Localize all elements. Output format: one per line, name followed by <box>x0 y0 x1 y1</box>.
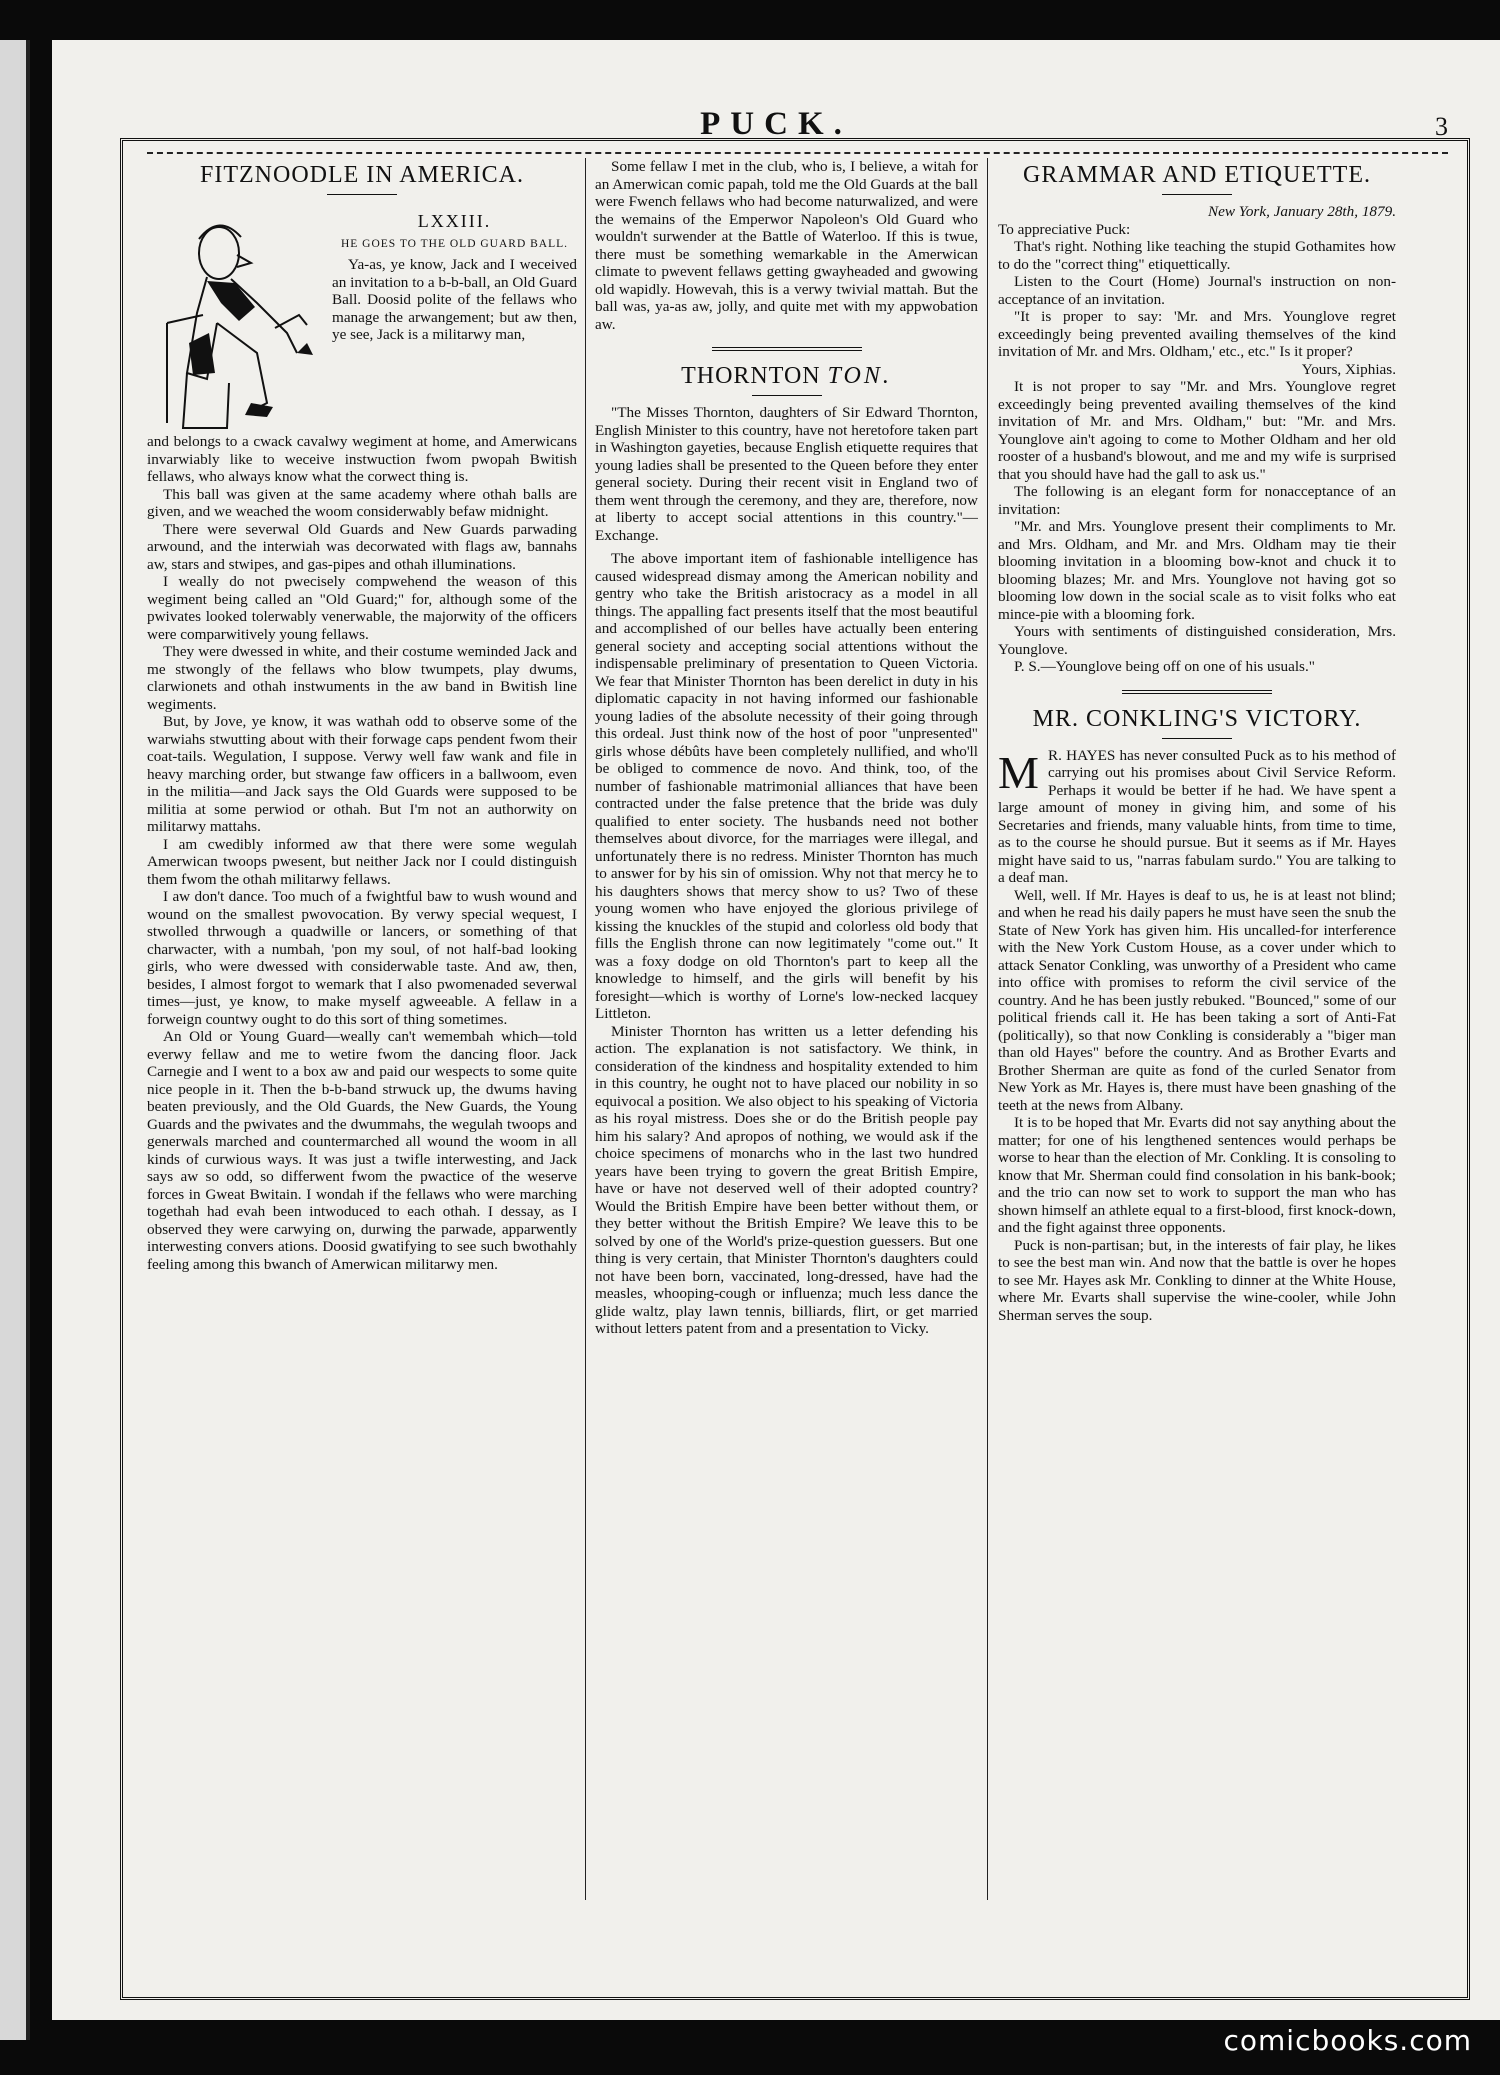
body-paragraph: I am cwedibly informed aw that there were some wegulah Amerwican twoops pwesent, but neither Jack nor I could distinguish them fwom the othah militarwy fellaws. <box>147 835 577 888</box>
chapter-number: LXXIII. <box>417 211 492 231</box>
title-rule <box>327 194 397 195</box>
title-rule <box>1162 738 1232 739</box>
masthead-title: PUCK. <box>700 106 852 142</box>
column-grammar-conkling <box>998 158 1396 1900</box>
body-paragraph: Ya-as, ye know, Jack and I weceived an invitation to a b-b-ball, an Old Guard Ball. Doosid polite of the fellaws who manage the arwangement; but aw then, ye see, Jack is a militarwy man, <box>332 256 577 343</box>
column-rule <box>585 158 586 1900</box>
letter-paragraph: Listen to the Court (Home) Journal's instruction on non-acceptance of an invitation. <box>998 273 1396 308</box>
body-paragraph: "Mr. and Mrs. Younglove present their compliments to Mr. and Mrs. Oldham, and Mr. and Mrs. Oldham may tie their blooming invitation in a blooming bow-knot and chuck it to blooming blazes; Mr. and Mrs. Younglove not having got so blooming low down in the social scale as to visit folks who eat mince-pie with a blooming fork. <box>998 518 1396 623</box>
body-paragraph: There were severwal Old Guards and New Guards parwading arwound, and the interwiah was decorwated with flags aw, bannahs aw, stars and stwipes, and gas-pipes and othah illuminations. <box>147 520 577 573</box>
chapter-subhead: HE GOES TO THE OLD GUARD BALL. <box>340 238 569 250</box>
body-paragraph: Puck is non-partisan; but, in the interests of fair play, he likes to see the best man win. And now that the battle is over he hopes to see Mr. Hayes ask Mr. Conkling to dinner at the White House, where Mr. Evarts shall supervise the wine-cooler, while John Sherman serves the soup. <box>998 1236 1396 1324</box>
fitznoodle-illustration <box>147 203 322 433</box>
salutation: To appreciative Puck: <box>998 220 1131 238</box>
body-paragraph: I weally do not pwecisely compwehend the weason of this wegiment being called an "Old Guard;" for, although some of the pwivates looked tolerwably venerwable, the majorwity of the officers were comparwitively young fellaws. <box>147 573 577 643</box>
body-paragraph: The following is an elegant form for nonacceptance of an invitation: <box>998 483 1396 518</box>
section-divider <box>1122 690 1272 694</box>
body-paragraph: Minister Thornton has written us a letter defending his action. The explanation is not satisfactory. We think, in consideration of the kindness and hospitality extended to him in this country, he ought not to have placed our nobility in so equivocal a position. We also object to his speaking of Victoria as his royal mistress. Does she or do the British people pay him his salary? And apropos of nothing, we would ask if the choice specimens of monarchs who in the last two hundred years have been trying to govern the great British Empire, have or have not deserved well of their adopted country? Would the British Empire have been better without them, or they better without the British Empire? We leave this to be solved by one of the World's prize-question guessers. But one thing is very certain, that Minister Thornton's daughters could not have been born, vaccinated, long-dressed, have had the measles, whooping-cough or influenza; much less dance the glide waltz, play lawn tennis, billiards, flirt, or get married without letters patent from and a presentation to Vicky. <box>595 1022 978 1337</box>
body-paragraph: But, by Jove, ye know, it was wathah odd to observe some of the warwiahs stwutting about with their forwage caps pendent fwom their coat-tails. Wegulation, I suppose. Verwy well faw wank and file in heavy marching order, but stwange faw officers in a ballwoom, even in the militia—and Jack says the Old Guards were supposed to be militia at some perwiod or othah. But I'm not an authorwity on militarwy mattahs. <box>147 713 577 835</box>
body-paragraph: It is not proper to say "Mr. and Mrs. Younglove regret exceedingly being prevented availing themselves of the kind invitation of Mr. and Mrs. Oldham," but: "Mr. and Mrs. Younglove ain't agoing to come to Mother Oldham and her old rooster of a husband's blowout, and me and my wife is surprised that you should have had the gall to ask us." <box>998 378 1396 483</box>
title-rule <box>1162 194 1232 195</box>
signature: Yours, Xiphias. <box>1301 360 1396 378</box>
body-paragraph: The above important item of fashionable intelligence has caused widespread dismay among the American nobility and gentry who take the British aristocracy as a model in all things. The appalling fact presents itself that the most beautiful and accomplished of our belles have actually been entering general society and accepting social attentions without the indispensable preliminary of presentation to Queen Victoria. We fear that Minister Thornton has been derelict in duty in his diplomatic capacity in not having informed our fashionable young ladies of the absolute necessity of their going through this ordeal. Just think now of the host of poor "unpresented" girls whose débûts have been completely nullified, and who'll be obliged to commence de novo. And think, too, of the number of fashionable matrimonial alliances that have been contracted under the false pretence that the bride was duly qualified to enter society. The husbands need not bother themselves about divorce, for the marriages were illegal, and unfortunately there is no redress. Minister Thornton has much to answer for by his sin of omission. Why not that mercy he to his daughters shows that mercy show to us? Two of these young women who have enjoyed the glorious privilege of kissing the knuckles of the stupid and colorless old body that fills the English throne can now legitimately "come out." It was a foxy dodge on old Thornton's part to keep all the knowledge to himself, and the girls will benefit by his foresight—which is worthy of Lorne's low-necked lacquey Littleton. <box>595 550 978 1022</box>
page-header <box>52 40 1500 140</box>
book-spine <box>0 40 30 2040</box>
title-plain: THORNTON <box>681 363 828 389</box>
body-paragraph: Some fellaw I met in the club, who is, I believe, a witah for an Amerwican comic papah, told me the Old Guards at the ball were Fwench fellaws who had become naturwalized, and were the wemains of the Emperwor Napoleon's Old Guard who wouldn't surwender at the Battle of Waterloo. If this is twue, there must be something wemarkable in the Amerwican climate to pwevent fellaws getting gwayheaded and gwowing old wapidly. Howevah, this is a verwy twivial mattah. But the ball was, ya-as aw, jolly, and quite met with my appwobation aw. <box>595 158 978 333</box>
article-title: FITZNOODLE IN AMERICA. <box>200 162 524 188</box>
body-paragraph: M R. HAYES has never consulted Puck as to his method of carrying out his promises about Civil Service Reform. Perhaps it would be better if he had. We have spent a large amount of money in giving him, and some of his Secretaries and friends, many valuable hints, from time to time, as to the course he should pursue. But it seems as if Mr. Hayes might have said to us, "narras fabulam surdo." You are talking to a deaf man. <box>998 746 1396 886</box>
body-paragraph: Yours with sentiments of distinguished consideration, Mrs. Younglove. <box>998 623 1396 658</box>
title-rule <box>752 395 822 396</box>
body-paragraph: They were dwessed in white, and their costume weminded Jack and me stwongly of the fellaws who blow twumpets, play dwums, clarwionets and othah instwuments in the aw band in Bwitish line wegiments. <box>147 643 577 713</box>
body-paragraph: P. S.—Younglove being off on one of his usuals." <box>1014 658 1315 675</box>
body-paragraph: and belongs to a cwack cavalwy wegiment at home, and Amerwicans invarwiably like to weceive instwuction fwom pwopah Bwitish fellaws, who always know what the corwect thing is. <box>147 433 577 485</box>
letter-paragraph: That's right. Nothing like teaching the stupid Gothamites how to do the "correct thing" etiquettically. <box>998 238 1396 273</box>
column-thornton <box>595 158 978 1900</box>
dropcap-initial: M <box>998 746 1039 798</box>
article-title: GRAMMAR AND ETIQUETTE. <box>1023 162 1371 188</box>
illustration-block <box>147 203 577 433</box>
dateline: New York, January 28th, 1879. <box>1207 203 1396 220</box>
section-divider <box>712 347 862 351</box>
header-rule <box>147 152 1448 154</box>
quoted-paragraph: "The Misses Thornton, daughters of Sir Edward Thornton, English Minister to this country, have not heretofore taken part in Washington gayeties, because English etiquette requires that young ladies shall be presented to the Queen before they enter general society. During their recent visit in England two of them went through the ceremony, and they are, therefore, now at liberty to accept social attentions in this country."—Exchange. <box>595 404 978 544</box>
body-paragraph: I aw don't dance. Too much of a fwightful baw to wush wound and wound on the smallest pwovocation. By verwy special wequest, I stwolled thrwough a quadwille or lancers, or something of that charwacter, with a numbah, 'pon my soul, of not half-bad looking girls, who were dwessed with considerwable taste. And aw, then, besides, I almost forgot to wemark that I also pwomenaded severwal times—just, ye know, to make myself agweeable. A fellaw in a forweign countwy ought to do this sort of thing sometimes. <box>147 888 577 1028</box>
watermark-text: comicbooks.com <box>1223 2024 1472 2057</box>
title-italic: TON. <box>827 363 892 389</box>
wrapped-text <box>332 203 577 433</box>
body-paragraph: It is to be hoped that Mr. Evarts did not say anything about the matter; for one of his lengthened sentences would perhaps be worse to hear than the election of Mr. Conkling. It is consoling to know that Mr. Sherman could find consolation in his bank-book; and the trio can now set to work to support the man who has shown himself an athlete equal to a first-blood, first knock-down, and the fight against three opponents. <box>998 1114 1396 1236</box>
column-rule <box>987 158 988 1900</box>
body-paragraph: This ball was given at the same academy where othah balls are given, and we weached the woom considerwably befaw midnight. <box>147 485 577 520</box>
column-fitznoodle <box>147 158 577 1900</box>
article-title: MR. CONKLING'S VICTORY. <box>1032 705 1362 732</box>
letter-paragraph: "It is proper to say: 'Mr. and Mrs. Younglove regret exceedingly being prevented availing themselves of the kind invitation of Mr. and Mrs. Oldham,' etc., etc." Is it proper? <box>998 308 1396 360</box>
scanned-page <box>52 40 1500 2020</box>
body-paragraph: An Old or Young Guard—weally can't wemembah which—told everwy fellaw and me to wetire fwom the dancing floor. Jack Carnegie and I went to a box aw and paid our wespects to some quite nice people in it. Then the b-b-band strwuck up, the dwums having beaten previously, and the Old Guards, the New Guards, the Young Guards and the pwivates and the dwummahs, the wegulah twoops and generwals marched and countermarched all wound the woom in all kinds of curwious ways. It was just a twifle interwesting, and Jack says aw so odd, so differwent fwom the pwactice of the weserve forces in Gweat Bwitain. I wondah if the fellaws who were marching togethah had evah been intwoduced to each othah. I dessay, as I observed they were carwying on, durwing the parwade, apparwently interwesting convers ations. Doosid gwatifying to see such bwothahly feeling among this bwanch of Amerwican militarwy men. <box>147 1028 577 1273</box>
body-paragraph: Well, well. If Mr. Hayes is deaf to us, he is at least not blind; and when he read his daily papers he must have seen the snub the State of New York has given him. His uncalled-for interference with the New York Custom House, as a cover under which to attack Senator Conkling, was unworthy of a President who came into office with promises to reform the civil service of the country. And he has been justly rebuked. "Bounced," some of our political friends call it. He has been taking a sort of Anti-Fat (politically), so that now Conkling is considerably a "biger man than old Hayes" before the country. And as Brother Evarts and Brother Sherman are quite as fond of the curled Senator from New York as Mr. Hayes is, there must have been gnashing of the teeth at the news from Albany. <box>998 886 1396 1114</box>
page-number: 3 <box>1435 112 1448 141</box>
article-title <box>595 361 978 391</box>
